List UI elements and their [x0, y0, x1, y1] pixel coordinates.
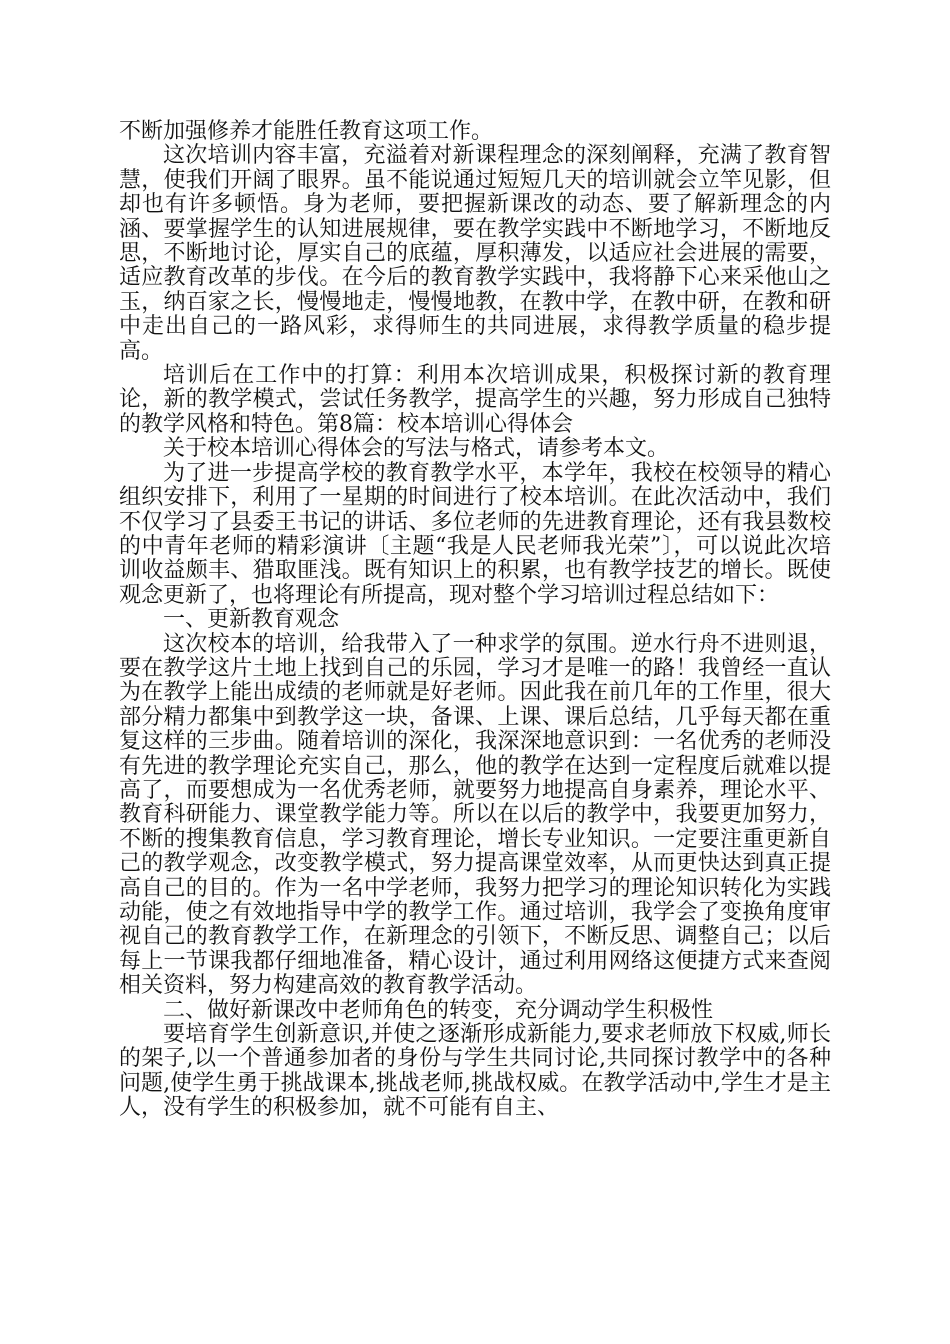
document-body — [119, 120, 831, 1121]
paragraph-student-innovation: 要培育学生创新意识,并使之逐渐形成新能力,要求老师放下权威,师长的架子,以一个普通参加者的身份与学生共同讨论,共同探讨教学中的各种问题,使学生勇于挑战课本,挑战老师,挑战权威。在教学活动中,学生才是主人，没有学生的积极参加，就不可能有自主、 — [119, 1022, 831, 1121]
section-heading-update-concepts: 一、更新教育观念 — [163, 607, 340, 633]
paragraph-school-training: 为了进一步提高学校的教育教学水平，本学年，我校在校领导的精心组织安排下，利用了一星期的时间进行了校本培训。在此次活动中，我们不仅学习了县委王书记的讲话、多位老师的先进教育理论，还有我县数校的中青年老师的精彩演讲〔主题“我是人民老师我光荣”〕，可以说此次培训收益颇丰、猎取匪浅。既有知识上的积累，也有教学技艺的增长。既使观念更新了，也将理论有所提高，现对整个学习培训过程总结如下： — [119, 460, 831, 608]
paragraph-format-note: 关于校本培训心得体会的写法与格式，请参考本文。 — [163, 436, 670, 462]
paragraph-training-content: 这次培训内容丰富，充溢着对新课程理念的深刻阐释，充满了教育智慧，使我们开阔了眼界。虽不能说通过短短几天的培训就会立竿见影，但却也有许多顿悟。身为老师，要把握新课改的动态、要了解新理念的内涵、要掌握学生的认知进展规律，要在教学实践中不断地学习，不断地反思，不断地讨论，厚实自己的底蕴，厚积薄发，以适应社会进展的需要，适应教育改革的步伐。在今后的教育教学实践中，我将静下心来采他山之玉，纳百家之长，慢慢地走，慢慢地教，在教中学，在教中研，在教和研中走出自己的一路风彩，求得师生的共同进展，求得教学质量的稳步提高。 — [119, 143, 831, 364]
paragraph-learning-atmosphere: 这次校本的培训，给我带入了一种求学的氛围。逆水行舟不进则退，要在教学这片土地上找到自己的乐园，学习才是唯一的路！我曾经一直认为在教学上能出成绩的老师就是好老师。因此我在前几年的工作里，很大部分精力都集中到教学这一块，备课、上课、课后总结，几乎每天都在重复这样的三步曲。随着培训的深化，我深深地意识到：一名优秀的老师没有先进的教学理论充实自己，那么，他的教学在达到一定程度后就难以提高了，而要想成为一名优秀老师，就要努力地提高自身素养，理论水平、教育科研能力、课堂教学能力等。所以在以后的教学中，我要更加努力，不断的搜集教育信息，学习教育理论，增长专业知识。一定要注重更新自己的教学观念，改变教学模式，努力提高课堂效率，从而更快达到真正提高自己的目的。作为一名中学老师，我努力把学习的理论知识转化为实践动能，使之有效地指导中学的教学工作。通过培训，我学会了变换角度审视自己的教育教学工作，在新理念的引领下，不断反思、调整自己；以后每上一节课我都仔细地准备，精心设计，通过利用网络这便捷方式来查阅相关资料，努力构建高效的教育教学活动。 — [119, 631, 831, 999]
section-heading-teacher-role: 二、做好新课改中老师角色的转变，充分调动学生积极性 — [163, 997, 714, 1023]
paragraph-work-plan: 培训后在工作中的打算：利用本次培训成果，积极探讨新的教育理论，新的教学模式，尝试任务教学，提高学生的兴趣，努力形成自己独特的教学风格和特色。第8篇：校本培训心得体会 — [119, 363, 831, 437]
paragraph-continuation: 不断加强修养才能胜任教育这项工作。 — [119, 119, 494, 144]
